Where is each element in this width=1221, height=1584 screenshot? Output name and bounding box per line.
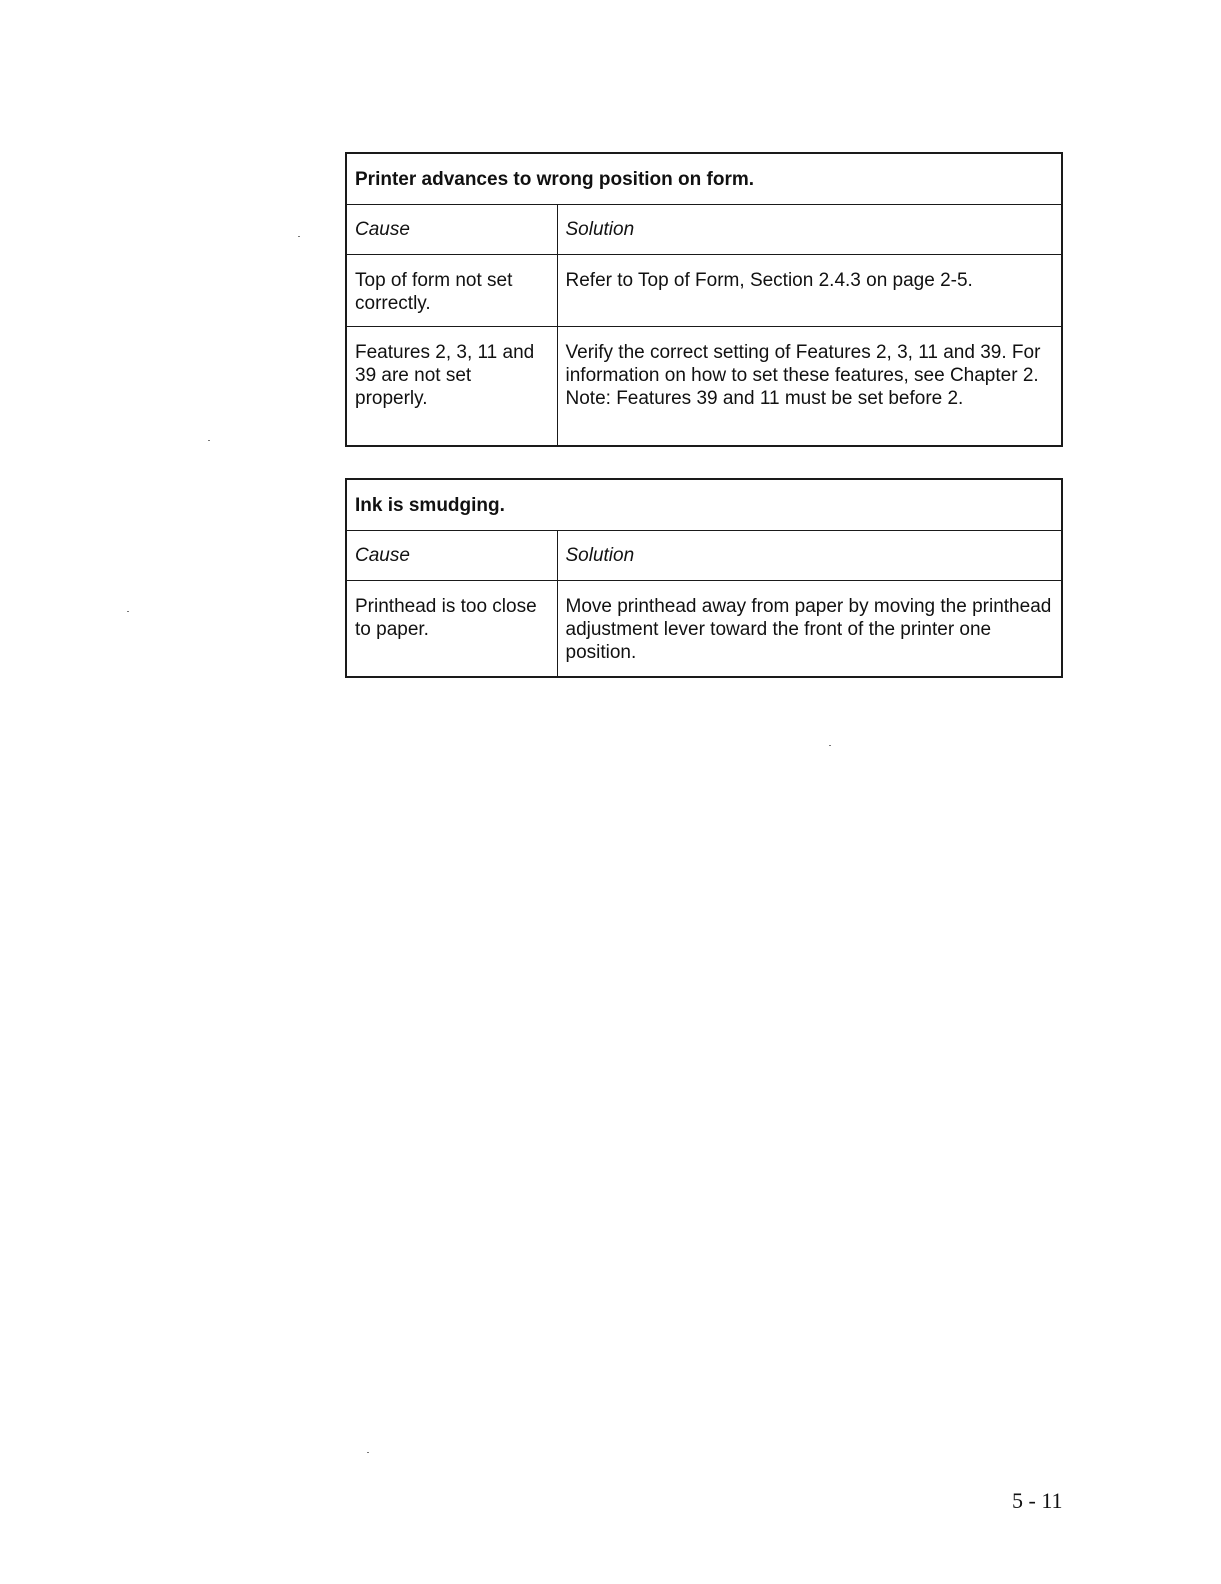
table-title: Ink is smudging. <box>346 479 1062 531</box>
solution-text: Verify the correct setting of Features 2, 3, 11 and 39. For information on how to set these features, see Chapter 2. <box>565 342 1041 386</box>
cause-cell: Printhead is too close to paper. <box>346 581 557 677</box>
scan-speck <box>298 236 300 237</box>
page-number: 5 - 11 <box>1012 1488 1063 1513</box>
table-title-row <box>346 153 1062 205</box>
solution-cell <box>557 327 1062 446</box>
solution-note: Note: Features 39 and 11 must be set before 2. <box>565 388 964 409</box>
cause-cell: Top of form not set correctly. <box>346 255 557 327</box>
solution-cell <box>557 255 1062 327</box>
solution-cell <box>557 581 1062 677</box>
scan-speck <box>367 1452 369 1453</box>
cause-header: Cause <box>346 205 557 255</box>
cause-cell: Features 2, 3, 11 and 39 are not set properly. <box>346 327 557 446</box>
table-header-row <box>346 531 1062 581</box>
solution-header: Solution <box>557 205 1062 255</box>
troubleshooting-table-wrong-position <box>345 152 1063 447</box>
solution-text: Refer to Top of Form, Section 2.4.3 on page 2-5. <box>565 270 973 291</box>
table-row <box>346 581 1062 677</box>
troubleshooting-table-ink-smudging <box>345 478 1063 678</box>
solution-header: Solution <box>557 531 1062 581</box>
table-title: Printer advances to wrong position on form. <box>346 153 1062 205</box>
table-row <box>346 255 1062 327</box>
table-row <box>346 327 1062 446</box>
scan-speck <box>127 611 129 612</box>
scan-speck <box>208 440 210 441</box>
cause-header: Cause <box>346 531 557 581</box>
scan-speck <box>829 745 831 746</box>
table-title-row <box>346 479 1062 531</box>
solution-text: Move printhead away from paper by moving the printhead adjustment lever toward the front of the printer one position. <box>565 596 1052 663</box>
table-header-row <box>346 205 1062 255</box>
